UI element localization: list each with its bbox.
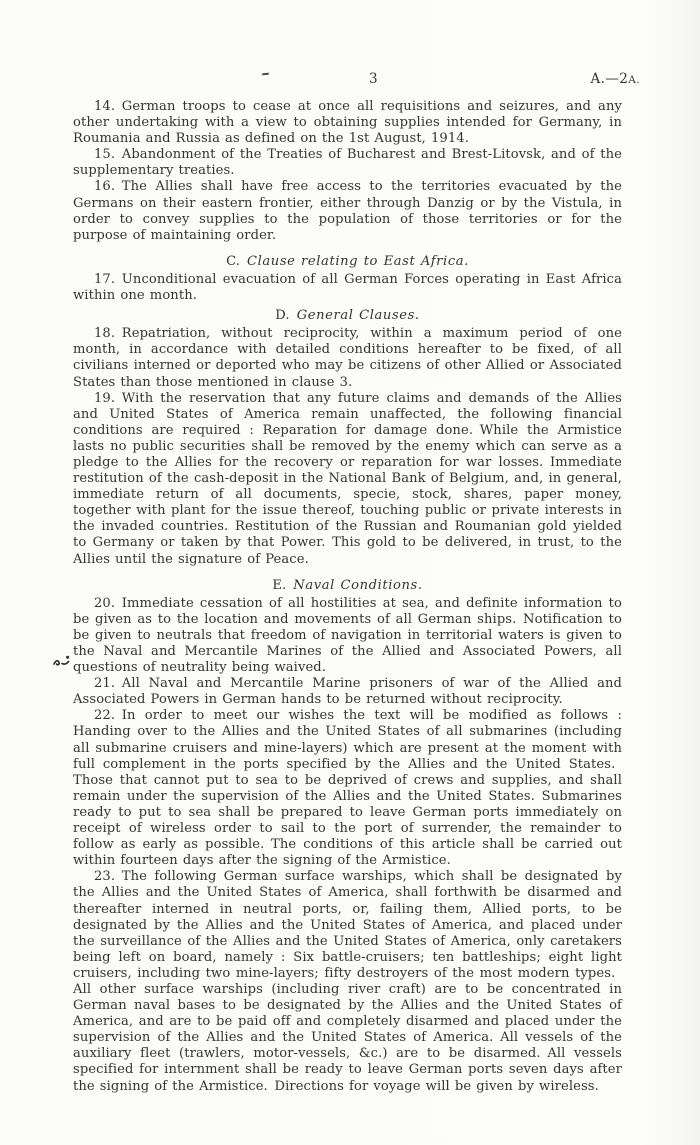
section-heading-e <box>73 578 622 594</box>
section-title: Clause relating to East Africa. <box>246 253 469 269</box>
document-body <box>73 99 622 1095</box>
section-title: Naval Conditions. <box>293 577 423 593</box>
stray-ink-mark-icon <box>262 73 269 76</box>
section-heading-d <box>73 308 622 324</box>
clause-23: 23. The following German surface warships, which shall be designated by the Allies and the United States of America, shall forthwith be disarmed and thereafter interned in neutral ports, or, failing them, Allied ports, to be designated by the Allies and the United States of America, and placed under the surveillance of the Allies and the United States of America, only caretakers being left on board, namely : Six battle-cruisers; ten battleships; eight light cruisers, including two mine-layers; fifty destroyers of the most modern types. All other surface warships (including river craft) are to be concentrated in German naval bases to be designated by the Allies and the United States of America, and are to be paid off and completely disarmed and placed under the supervision of the Allies and the United States of America. All vessels of the auxiliary fleet (trawlers, motor-vessels, &c.) are to be disarmed. All vessels specified for internment shall be ready to leave German ports seven days after the signing of the Armistice. Directions for voyage will be given by wireless. <box>73 869 622 1094</box>
clause-19: 19. With the reservation that any future claims and demands of the Allies and United States of America remain unaffected, the following financial conditions are required : Reparation for damage done. While the Armistice lasts no public securities shall be removed by the enemy which can serve as a pledge to the Allies for the recovery or reparation for war losses. Immediate restitution of the cash-deposit in the National Bank of Belgium, and, in general, immediate return of all documents, specie, stock, shares, paper money, together with plant for the issue thereof, touching public or private interests in the invaded countries. Restitution of the Russian and Roumanian gold yielded to Germany or taken by that Power. This gold to be delivered, in trust, to the Allies until the signature of Peace. <box>73 390 622 567</box>
clause-14: 14. German troops to cease at once all requisitions and seizures, and any other undertaking with a view to obtaining supplies intended for Germany, in Roumania and Russia as defined on the 1st August, 1914. <box>73 99 622 147</box>
clause-22: 22. In order to meet our wishes the text will be modified as follows : Handing over to the Allies and the United States of all submarines (including all submarine cruisers and mine-layers) which are present at the moment with full complement in the ports specified by the Allies and the United States. Those that cannot put to sea to be deprived of crews and supplies, and shall remain under the supervision of the Allies and the United States. Submarines ready to put to sea shall be prepared to leave German ports immediately on receipt of wireless order to sail to the port of surrender, the remainder to follow as early as possible. The conditions of this article shall be carried out within fourteen days after the signing of the Armistice. <box>73 708 622 869</box>
clause-18: 18. Repatriation, without reciprocity, within a maximum period of one month, in accordance with detailed conditions hereafter to be fixed, of all civilians interned or deported who may be citizens of other Allied or Associated States than those mentioned in clause 3. <box>73 326 622 390</box>
document-reference-suffix: A. <box>628 74 640 86</box>
section-letter: E. <box>272 577 287 593</box>
section-letter: C. <box>226 253 240 269</box>
section-letter: D. <box>275 308 290 324</box>
section-title: General Clauses. <box>296 308 420 324</box>
clause-16: 16. The Allies shall have free access to the territories evacuated by the Germans on their eastern frontier, either through Danzig or by the Vistula, in order to convey supplies to the population of those territories or for the purpose of maintaining order. <box>73 179 622 243</box>
handwritten-margin-mark-icon <box>52 653 72 669</box>
document-reference <box>591 71 640 87</box>
clause-15: 15. Abandonment of the Treaties of Bucharest and Brest-Litovsk, and of the supplementary treaties. <box>73 147 622 179</box>
clause-20: 20. Immediate cessation of all hostilities at sea, and definite information to be given as to the location and movements of all German ships. Notification to be given to neutrals that freedom of navigation in territorial waters is given to the Naval and Mercantile Marines of the Allied and Associated Powers, all questions of neutrality being waived. <box>73 595 622 676</box>
clause-21: 21. All Naval and Mercantile Marine prisoners of war of the Allied and Associated Powers in German hands to be returned without reciprocity. <box>73 676 622 708</box>
document-reference-prefix: A.—2 <box>590 71 629 87</box>
clause-17: 17. Unconditional evacuation of all German Forces operating in East Africa within one month. <box>73 271 622 304</box>
section-heading-c <box>73 254 622 270</box>
page-number: 3 <box>369 71 378 87</box>
